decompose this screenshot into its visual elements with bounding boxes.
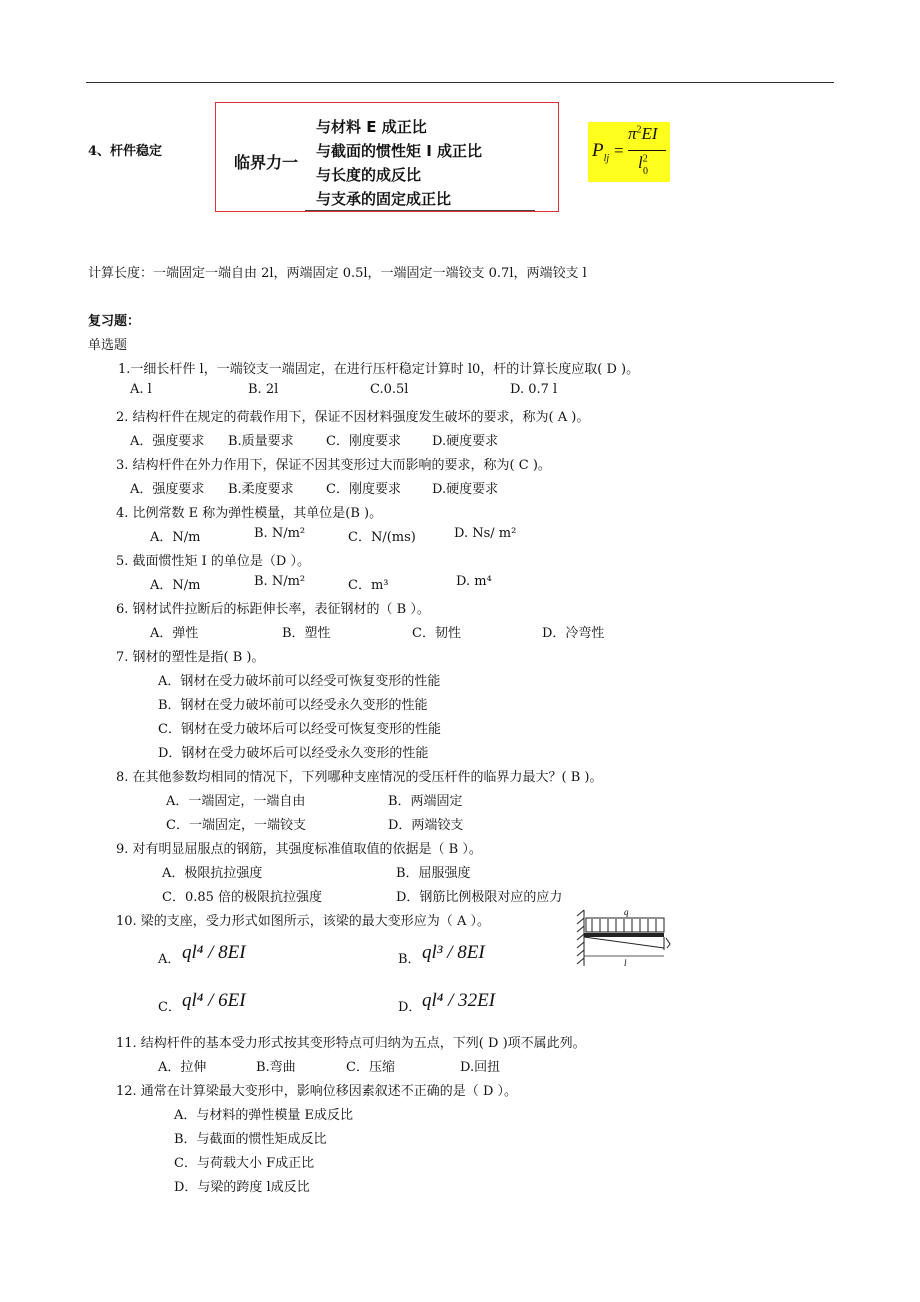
option: D.硬度要求 — [432, 434, 499, 449]
formula-denominator-sub: 0 — [643, 166, 648, 177]
option: D．冷弯性 — [542, 626, 605, 641]
option: B．钢材在受力破坏前可以经受永久变形的性能 — [158, 698, 428, 713]
option: C．韧性 — [412, 626, 461, 641]
option: C．压缩 — [346, 1060, 395, 1075]
option: B. N/m² — [254, 574, 306, 589]
critical-item: 与支承的固定成正比 — [316, 190, 452, 208]
option: B． — [398, 952, 421, 967]
option: A．弹性 — [150, 626, 199, 641]
fixed-support-icon — [577, 910, 584, 966]
question-3: 3. 结构杆件在外力作用下，保证不因其变形过大而影响的要求，称为( C )。 — [116, 458, 551, 473]
option: A．强度要求 — [130, 482, 205, 497]
deflection-arrow-icon — [666, 938, 670, 948]
formula-numerator: $\pi^2EI$ — [628, 124, 658, 143]
load-label: q — [624, 907, 629, 917]
option: A．强度要求 — [130, 434, 205, 449]
option: B．两端固定 — [388, 794, 463, 809]
option: C．一端固定，一端铰支 — [166, 818, 306, 833]
critical-item: 与长度的成反比 — [316, 166, 422, 184]
option: B．屈服强度 — [396, 866, 471, 881]
option: B.质量要求 — [228, 434, 294, 449]
box-underline — [305, 210, 535, 211]
option: A．拉伸 — [158, 1060, 207, 1075]
review-title: 复习题： — [88, 314, 141, 329]
option: C．与荷载大小 F成正比 — [174, 1156, 315, 1171]
question-10: 10. 梁的支座，受力形式如图所示，该梁的最大变形应为（ A ）。 — [116, 914, 490, 929]
question-8: 8. 在其他参数均相同的情况下，下列哪种支座情况的受压杆件的临界力最大？( B )。 — [116, 770, 603, 785]
calc-length-text: 计算长度：一端固定一端自由 2l，两端固定 0.5l，一端固定一端铰支 0.7l，两端铰支 l — [88, 266, 587, 281]
option-formula: ql⁴ / 8EI — [182, 942, 246, 963]
option: D.回扭 — [460, 1060, 501, 1075]
option: D．两端铰支 — [388, 818, 464, 833]
option: C． — [158, 1000, 181, 1015]
question-6: 6. 钢材试件拉断后的标距伸长率，表征钢材的（ B ）。 — [116, 602, 430, 617]
option: A．钢材在受力破坏前可以经受可恢复变形的性能 — [158, 674, 441, 689]
option: C．0.85 倍的极限抗拉强度 — [162, 890, 323, 905]
question-12: 12. 通常在计算梁最大变形中，影响位移因素叙述不正确的是（ D ）。 — [116, 1084, 517, 1099]
option: D． — [398, 1000, 422, 1015]
option: C.0.5l — [370, 382, 409, 397]
critical-force-label: 临界力一 — [234, 153, 299, 172]
option: D．钢材在受力破坏后可以经受永久变形的性能 — [158, 746, 429, 761]
option: B.柔度要求 — [228, 482, 294, 497]
option: B．与截面的惯性矩成反比 — [174, 1132, 327, 1147]
option: C．刚度要求 — [326, 434, 401, 449]
question-11: 11. 结构杆件的基本受力形式按其变形特点可归纳为五点，下列( D )项不属此列。 — [116, 1036, 586, 1051]
beam-body — [584, 933, 664, 937]
option: D. Ns/ m² — [454, 526, 517, 541]
header-rule — [86, 82, 834, 83]
deflection-line — [584, 937, 664, 948]
option: B. 2l — [248, 382, 279, 397]
option-formula: ql⁴ / 6EI — [182, 990, 246, 1011]
option: C．N/(ms) — [348, 530, 416, 545]
option: B.弯曲 — [256, 1060, 296, 1075]
cantilever-beam-figure — [574, 906, 680, 970]
option: D．与梁的跨度 l成反比 — [174, 1180, 310, 1195]
question-4: 4. 比例常数 E 称为弹性模量，其单位是(B )。 — [116, 506, 383, 521]
option: A．与材料的弹性模量 E成反比 — [174, 1108, 354, 1123]
question-9: 9. 对有明显屈服点的钢筋，其强度标准值取值的依据是（ B ）。 — [116, 842, 482, 857]
span-label: l — [624, 958, 627, 968]
option: D. m⁴ — [456, 574, 492, 589]
option: B. N/m² — [254, 526, 306, 541]
option: A．一端固定，一端自由 — [166, 794, 306, 809]
option: A． — [158, 952, 181, 967]
option: D. 0.7 l — [510, 382, 558, 397]
option: C．刚度要求 — [326, 482, 401, 497]
formula-fraction-bar — [628, 150, 666, 151]
option: A．N/m — [150, 578, 201, 593]
option: B．塑性 — [282, 626, 331, 641]
option: A．极限抗拉强度 — [162, 866, 263, 881]
single-choice-label: 单选题 — [88, 338, 128, 353]
option: C．m³ — [348, 578, 389, 593]
option-formula: ql³ / 8EI — [422, 942, 485, 963]
formula-lhs: $P_{lj}$ — [592, 140, 610, 164]
distributed-load — [586, 918, 664, 932]
option: A．N/m — [150, 530, 201, 545]
critical-item: 与截面的惯性矩 I 成正比 — [316, 142, 483, 160]
critical-force-formula — [588, 122, 670, 182]
formula-equals: = — [614, 141, 624, 160]
section-title: 4、杆件稳定 — [88, 144, 163, 159]
option: D．钢筋比例极限对应的应力 — [396, 890, 563, 905]
formula-denominator: $l^2$ — [638, 153, 648, 172]
option: A. l — [130, 382, 152, 397]
option-formula: ql⁴ / 32EI — [422, 990, 496, 1011]
critical-item: 与材料 E 成正比 — [316, 118, 427, 136]
question-7: 7. 钢材的塑性是指( B )。 — [116, 650, 265, 665]
question-1: 1.一细长杆件 l，一端铰支一端固定，在进行压杆稳定计算时 l0，杆的计算长度应取( D )。 — [118, 362, 640, 377]
question-2: 2. 结构杆件在规定的荷载作用下，保证不因材料强度发生破坏的要求，称为( A )。 — [116, 410, 590, 425]
option: D.硬度要求 — [432, 482, 499, 497]
question-5: 5. 截面惯性矩 I 的单位是（D ）。 — [116, 554, 310, 569]
option: C．钢材在受力破坏后可以经受可恢复变形的性能 — [158, 722, 441, 737]
